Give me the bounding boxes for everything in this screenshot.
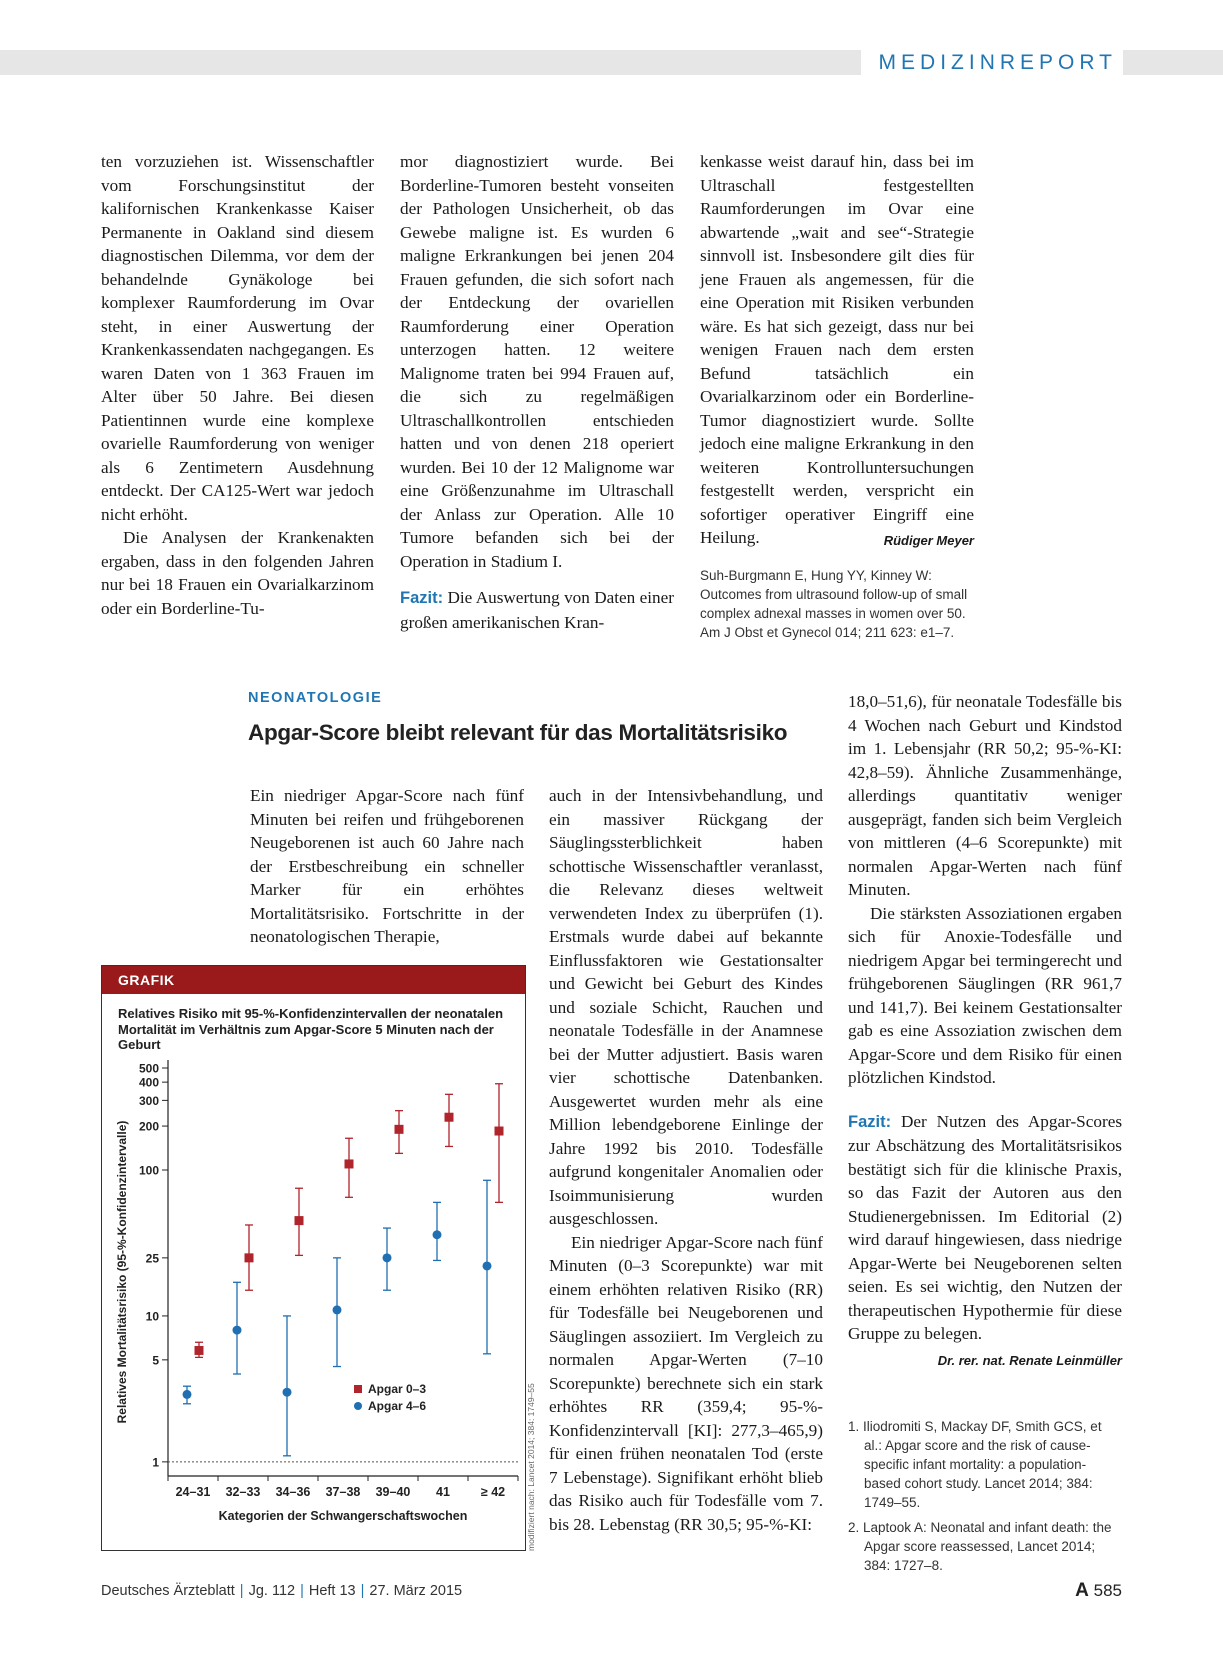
journal-issue: Heft 13 (308, 1583, 356, 1599)
y-tick-label: 400 (138, 1075, 159, 1090)
journal-name: Deutsches Ärzteblatt (101, 1583, 235, 1599)
y-tick-label: 300 (138, 1093, 159, 1108)
x-tick-label: 32–33 (225, 1485, 261, 1499)
figure-box (101, 965, 526, 1551)
data-point-apgar-4-6 (383, 1253, 392, 1262)
chart-svg (102, 966, 527, 1552)
figure-credit: modifiziert nach: Lancet 2014; 384: 1749–55 (526, 1383, 536, 1551)
figure-label: GRAFIK (102, 966, 525, 994)
article1-column-3 (700, 150, 974, 553)
data-point-apgar-0-3 (495, 1127, 504, 1136)
y-tick-label: 500 (138, 1061, 159, 1076)
reference-item: 1. Iliodromiti S, Mackay DF, Smith GCS, et al.: Apgar score and the risk of cause-specific infant mortality: a population-based cohort study. Lancet 2014; 384: 1749–55. (848, 1419, 1102, 1510)
article2-column-1 (250, 784, 524, 949)
figure-title: Relatives Risiko mit 95-%-Konfidenzintervallen der neonatalen Mortalität im Verhältnis zum Apgar-Score 5 Minuten nach der Geburt (118, 1006, 504, 1052)
article2-col2-paragraph: auch in der Intensivbehandlung, und ein massiver Rückgang der Säuglingssterblichkeit haben schottische Wissenschaftler veranlasst, die Relevanz dieses weltweit verwendeten Index zu überprüfen (1). Erstmals wurde dabei auf bekannte Einflussfaktoren wie Gestationsalter und Gewicht bei Geburt des Kindes und soziale Schicht, Rauchen und neonatale Todesfälle in der Anamnese bei der Mutter adjustiert. Basis waren vier schottische Datenbanken. Ausgewertet wurden mehr als eine Million lebendgeborene Einlinge der Jahre 1992 bis 2010. Todesfälle aufgrund kongenitaler Anomalien oder Isoimmunisierung wurden ausgeschlossen. (549, 786, 823, 1228)
footer: Deutsches Ärzteblatt | Jg. 112 | Heft 13 | 27. März 2015 (101, 1583, 463, 1599)
data-point-apgar-0-3 (245, 1253, 254, 1262)
fazit-label: Fazit: (400, 589, 444, 607)
page-number: A 585 (1075, 1580, 1122, 1601)
y-axis-label: Relatives Mortalitätsrisiko (95-%-Konfidenzintervalle) (115, 1120, 129, 1424)
y-tick-label: 10 (145, 1309, 159, 1324)
fazit-label: Fazit: (848, 1112, 892, 1131)
y-tick-label: 100 (138, 1163, 159, 1178)
x-tick-label: 24–31 (175, 1485, 211, 1499)
article1-col1-paragraph: ten vorzuziehen ist. Wissenschaftler vom Forschungsinstitut der kalifornischen Krankenkasse Kaiser Permanente in Oakland sind diesem diagnostischen Dilemma, vor dem der behandelnde Gynäkologe bei komplexer Raumforderung im Ovar steht, in einer Auswertung der Krankenkassendaten nachgegangen. Es waren Daten von 1 363 Frauen im Alter über 50 Jahre. Bei diesen Patientinnen wurde eine komplexe ovarielle Raumforderung von weniger als 6 Zentimetern Ausdehnung entdeckt. Der CA125-Wert war jedoch nicht erhöht. (101, 152, 374, 524)
article1-col3-paragraph: kenkasse weist darauf hin, dass bei im Ultraschall festgestellten Raumforderungen im Ovar eine abwartende „wait and see“-Strategie sinnvoll ist. Insbesondere gilt dies für jene Frauen als angemessen, für die eine Operation mit Risiken verbunden wäre. Es hat sich gezeigt, dass nur bei wenigen Frauen nach dem ersten Befund tatsächlich ein Ovarialkarzinom oder ein Borderline-Tumor diagnostiziert wurde. Sollte jedoch eine maligne Erkrankung in den weiteren Kontrolluntersuchungen festgestellt werden, verspricht ein sofortiger operativer Eingriff eine Heilung. (700, 152, 974, 547)
data-point-apgar-0-3 (395, 1125, 404, 1134)
x-tick-label: 37–38 (325, 1485, 361, 1499)
article2-kicker: NEONATOLOGIE (248, 690, 383, 706)
article1-reference: Suh-Burgmann E, Hung YY, Kinney W: Outcomes from ultrasound follow-up of small complex adnexal masses in women over 50. Am J Obst et Gynecol 014; 211 623: e1–7. (700, 568, 968, 640)
x-tick-label: 39–40 (375, 1485, 411, 1499)
journal-volume: Jg. 112 (248, 1583, 296, 1599)
article2-col3-paragraph: Die stärksten Assoziationen ergaben sich für Anoxie-Todesfälle und niedrigem Apgar bei termingerecht und frühgeborenen Säuglingen (RR 961,7 und 141,7). Bei keinem Gestationsalter gab es eine Assoziation zwischen dem Apgar-Score und dem Risiko für einen plötzlichen Kindstod. (848, 903, 1122, 1087)
data-point-apgar-4-6 (233, 1326, 242, 1335)
article2-headline: Apgar-Score bleibt relevant für das Mortalitätsrisiko (248, 720, 788, 745)
data-point-apgar-4-6 (433, 1230, 442, 1239)
article2-column-2 (549, 784, 823, 1536)
author-signature: Rüdiger Meyer (883, 533, 974, 548)
article2-column-3 (848, 690, 1122, 1372)
article2-col1-paragraph: Ein niedriger Apgar-Score nach fünf Minuten bei reifen und frühgeborenen Neugeborenen ist auch 60 Jahre nach der Erstbeschreibung ein schneller Marker für ein erhöhtes Mortalitätsrisiko. Fortschritte in der neonatologischen Therapie, (250, 786, 524, 946)
x-tick-label: 34–36 (275, 1485, 311, 1499)
data-point-apgar-4-6 (333, 1305, 342, 1314)
legend-marker (354, 1385, 362, 1393)
data-point-apgar-0-3 (295, 1216, 304, 1225)
article2-col3-paragraph: 18,0–51,6), für neonatale Todesfälle bis 4 Wochen nach Geburt und Kindstod im 1. Lebensjahr (RR 50,2; 95-%-KI: 42,8–59). Ähnliche Zusammenhänge, allerdings quantitativ weniger ausgeprägt, fanden sich beim Vergleich von mittleren (4–6 Scorepunkte) mit normalen Apgar-Werten nach fünf Minuten. (848, 692, 1122, 899)
journal-date: 27. März 2015 (369, 1583, 463, 1599)
y-tick-label: 200 (138, 1119, 159, 1134)
data-point-apgar-0-3 (195, 1346, 204, 1355)
author-signature: Dr. rer. nat. Renate Leinmüller (937, 1352, 1122, 1368)
data-point-apgar-4-6 (483, 1261, 492, 1270)
data-point-apgar-4-6 (283, 1388, 292, 1397)
x-axis-label: Kategorien der Schwangerschaftswochen (218, 1509, 468, 1523)
data-point-apgar-4-6 (183, 1390, 192, 1399)
x-tick-label: 41 (436, 1485, 450, 1499)
article2-col2-paragraph: Ein niedriger Apgar-Score nach fünf Minuten (0–3 Scorepunkte) war mit einem erhöhten relativen Risiko (RR) für Todesfälle bei Neugeborenen und Säuglingen assoziiert. Im Vergleich zu normalen Apgar-Werten (7–10 Scorepunkte) berechnete sich ein stark erhöhtes RR (359,4; 95-%-Konfidenzintervall [KI]: 277,3–465,9) für einen frühen neonatalen Tod (erste 7 Lebenstage). Signifikant erhöht blieb das Risiko auch für Todesfälle vom 7. bis 28. Lebenstag (RR 30,5; 95-%-KI: (549, 1232, 823, 1534)
article1-column-2 (400, 150, 674, 634)
legend-label: Apgar 4–6 (368, 1399, 427, 1413)
y-tick-label: 1 (152, 1455, 159, 1470)
y-tick-label: 25 (145, 1251, 159, 1266)
article2-references (848, 1417, 1122, 1575)
fazit-text: Der Nutzen des Apgar-Scores zur Abschätzung des Mortalitätsrisikos bestätigt sich für die klinische Praxis, so das Fazit der Autoren aus den Studienergebnissen. Im Editorial (2) wird darauf hingewiesen, dass niedrige Apgar-Werte bei Neugeborenen selten seien. Es sei wichtig, den Nutzen der therapeutischen Hypothermie für diese Gruppe zu belegen. (848, 1111, 1123, 1343)
reference-item: 2. Laptook A: Neonatal and infant death: the Apgar score reassessed, Lancet 2014; 384: 1727–8. (848, 1520, 1112, 1573)
legend-marker (354, 1402, 362, 1410)
x-tick-label: ≥ 42 (480, 1485, 506, 1499)
data-point-apgar-0-3 (345, 1159, 354, 1168)
section-label: MEDIZINREPORT (861, 50, 1123, 75)
legend-label: Apgar 0–3 (368, 1382, 427, 1396)
article1-col2-paragraph: mor diagnostiziert wurde. Bei Borderline-Tumoren besteht vonseiten der Pathologen Unsicherheit, ob das Gewebe maligne ist. Es wurden 6 maligne Erkrankungen bei jenen 204 Frauen gefunden, die sich sofort nach der Entdeckung der ovariellen Raumforderung einer Operation unterzogen hatten. 12 weitere Malignome traten bei 994 Frauen auf, die sich zu regelmäßigen Ultraschallkontrollen entschieden hatten und von denen 218 operiert wurden. Bei 10 der 12 Malignome war eine Größenzunahme im Ultraschall der Anlass zur Operation. Alle 10 Tumore befanden sich bei der Operation in Stadium I. (400, 152, 674, 571)
data-point-apgar-0-3 (445, 1113, 454, 1122)
fazit-text: Die Auswertung von Daten einer großen amerikanischen Kran- (400, 588, 674, 632)
y-tick-label: 5 (152, 1353, 159, 1368)
article1-column-1 (101, 150, 374, 620)
article1-col1-paragraph: Die Analysen der Krankenakten ergaben, dass in den folgenden Jahren nur bei 18 Frauen ein Ovarialkarzinom oder ein Borderline-Tu- (101, 528, 374, 618)
